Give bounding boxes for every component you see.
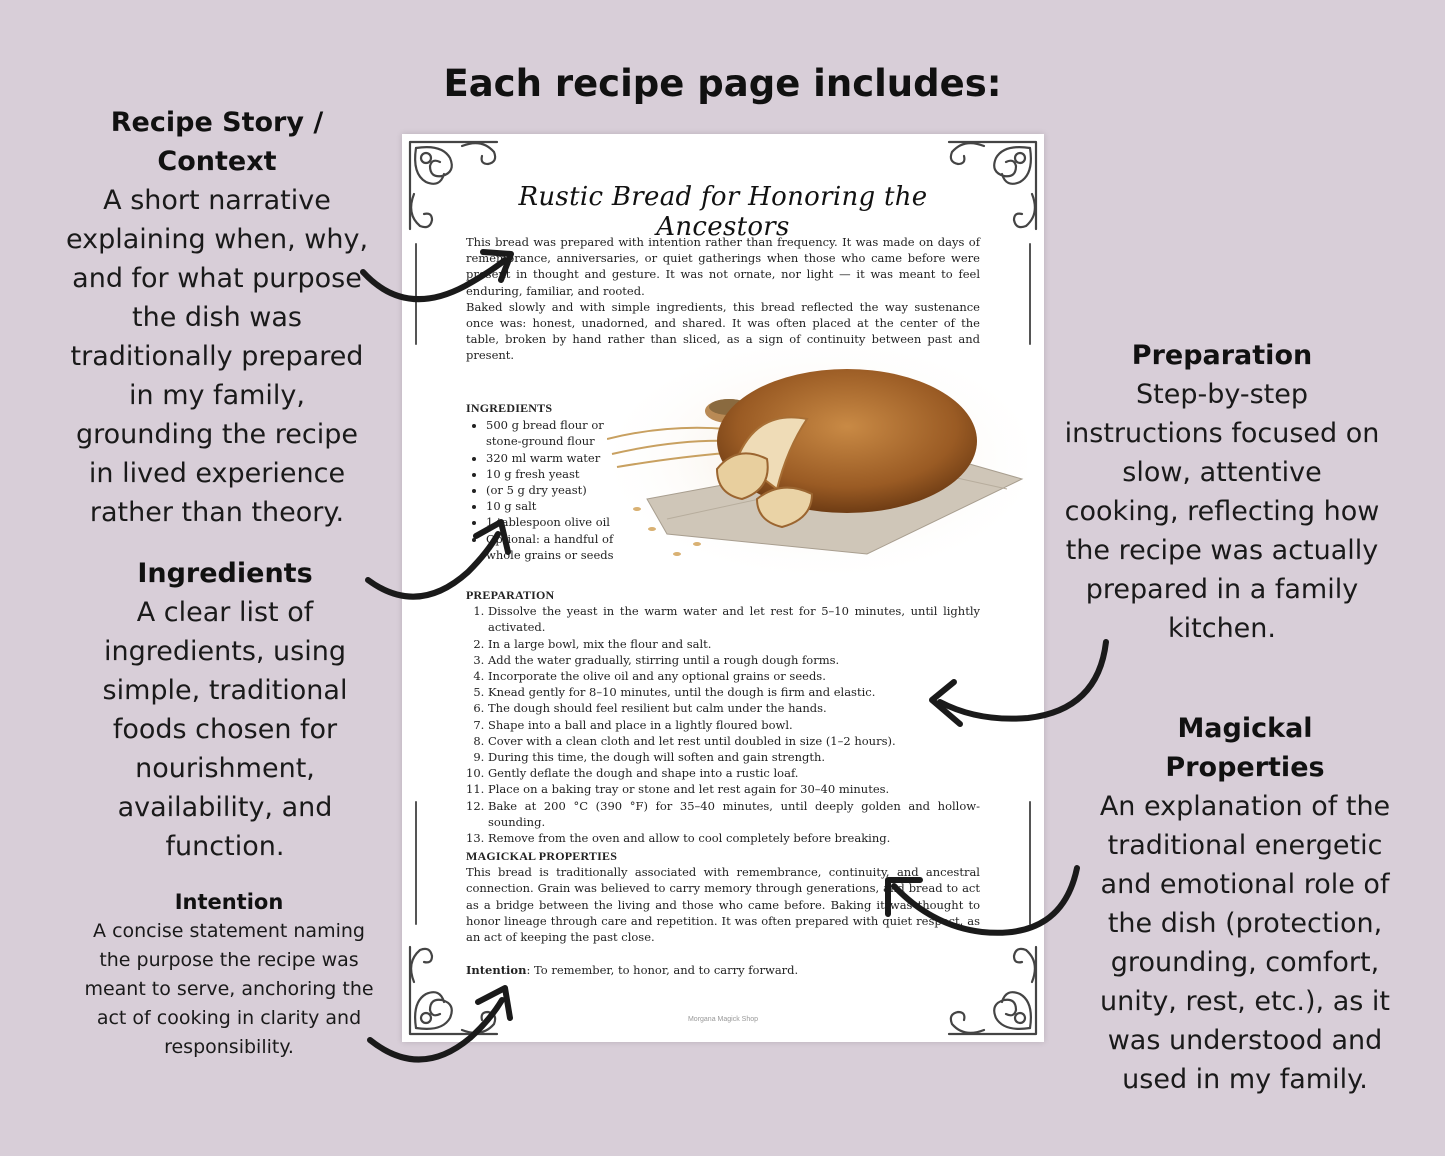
- callout-title: Ingredients: [137, 558, 313, 589]
- recipe-story: [466, 234, 980, 364]
- list-item: • Optional: a handful of whole grains or seeds: [486, 531, 626, 563]
- arrow-icon: [918, 630, 1118, 750]
- arrow-icon: [872, 858, 1087, 943]
- list-item: 1. Dissolve the yeast in the warm water and let rest for 5–10 minutes, until lightly activated.: [488, 603, 980, 635]
- list-item: • 10 g fresh yeast: [486, 466, 626, 482]
- callout-body: Step-by-step instructions focused on slow, attentive cooking, reflecting how the recipe was actually prepared in a family kitchen.: [1064, 379, 1380, 644]
- list-item: • 10 g salt: [486, 498, 626, 514]
- page-heading: Each recipe page includes:: [443, 62, 1002, 105]
- callout-title: Magickal Properties: [1165, 713, 1325, 783]
- preparation-heading: PREPARATION: [466, 588, 555, 602]
- list-item: 5. Knead gently for 8–10 minutes, until the dough is firm and elastic.: [488, 684, 980, 700]
- list-item: 7. Shape into a ball and place in a lightly floured bowl.: [488, 717, 980, 733]
- list-item: • 1 tablespoon olive oil: [486, 514, 626, 530]
- callout-body: A clear list of ingredients, using simple, traditional foods chosen for nourishment, availability, and function.: [102, 597, 348, 862]
- intention-text: : To remember, to honor, and to carry forward.: [526, 963, 799, 977]
- callout-title: Preparation: [1131, 340, 1313, 371]
- list-item: 8. Cover with a clean cloth and let rest until doubled in size (1–2 hours).: [488, 733, 980, 749]
- story-paragraph: This bread was prepared with intention rather than frequency. It was made on days of remembrance, anniversaries, or quiet gatherings when those who came before were present in thought and gesture. It was not ornate, nor light — it was meant to feel enduring, familiar, and rooted.: [466, 235, 980, 298]
- list-item: 11. Place on a baking tray or stone and let rest again for 30–40 minutes.: [488, 781, 980, 797]
- bread-illustration-icon: [607, 349, 1027, 589]
- list-item: 2. In a large bowl, mix the flour and salt.: [488, 636, 980, 652]
- list-item: 9. During this time, the dough will soften and gain strength.: [488, 749, 980, 765]
- story-paragraph: Baked slowly and with simple ingredients, this bread reflected the way sustenance once was: honest, unadorned, and shared. It was often placed at the center of the table, broken by hand rather than sliced, as a sign of continuity between past and present.: [466, 299, 980, 363]
- magickal-heading: MAGICKAL PROPERTIES: [466, 849, 618, 863]
- list-item: 4. Incorporate the olive oil and any optional grains or seeds.: [488, 668, 980, 684]
- intention-label: Intention: [466, 963, 527, 977]
- list-item: 12. Bake at 200 °C (390 °F) for 35–40 minutes, until deeply golden and hollow-sounding.: [488, 798, 980, 830]
- shop-credit: Morgana Magick Shop: [687, 1016, 759, 1023]
- list-item: 6. The dough should feel resilient but calm under the hands.: [488, 700, 980, 716]
- arrow-icon: [358, 512, 528, 612]
- callout-title: Recipe Story / Context: [110, 107, 324, 177]
- list-item: 3. Add the water gradually, stirring until a rough dough forms.: [488, 652, 980, 668]
- magickal-text: This bread is traditionally associated with remembrance, continuity, and ancestral connection. Grain was believed to carry memory through generations, and bread to act as a bridge between the living and those who came before. Baking it was thought to honor lineage through care and repetition. It was often prepared with quiet respect, as an act of keeping the past close.: [466, 865, 980, 945]
- preparation-section: [466, 587, 980, 846]
- callout-title: Intention: [174, 890, 284, 914]
- ingredients-heading: INGREDIENTS: [466, 401, 553, 415]
- recipe-title: Rustic Bread for Honoring the Ancestors: [518, 182, 928, 242]
- list-item: 10. Gently deflate the dough and shape into a rustic loaf.: [488, 765, 980, 781]
- list-item: • 320 ml warm water: [486, 450, 626, 466]
- callout-recipe-story: [62, 103, 372, 532]
- callout-preparation: [1062, 336, 1382, 648]
- arrow-icon: [355, 238, 530, 318]
- intention-line: [466, 962, 980, 978]
- list-item: • (or 5 g dry yeast): [486, 482, 626, 498]
- list-item: 13. Remove from the oven and allow to cool completely before breaking.: [488, 830, 980, 846]
- callout-intention: [78, 888, 380, 1062]
- callout-body: A concise statement naming the purpose the recipe was meant to serve, anchoring the act of cooking in clarity and responsibility.: [84, 920, 374, 1058]
- preparation-steps: [466, 603, 980, 846]
- callout-body: A short narrative explaining when, why, and for what purpose the dish was traditionally prepared in my family, grounding the recipe in lived experience rather than theory.: [65, 185, 369, 528]
- arrow-icon: [360, 980, 530, 1075]
- callout-body: An explanation of the traditional energetic and emotional role of the dish (protection, grounding, comfort, unity, rest, etc.), as it was understood and used in my family.: [1099, 791, 1391, 1095]
- list-item: • 500 g bread flour or stone-ground flour: [486, 417, 626, 449]
- callout-ingredients: [70, 554, 380, 866]
- callout-magickal-properties: [1095, 709, 1395, 1099]
